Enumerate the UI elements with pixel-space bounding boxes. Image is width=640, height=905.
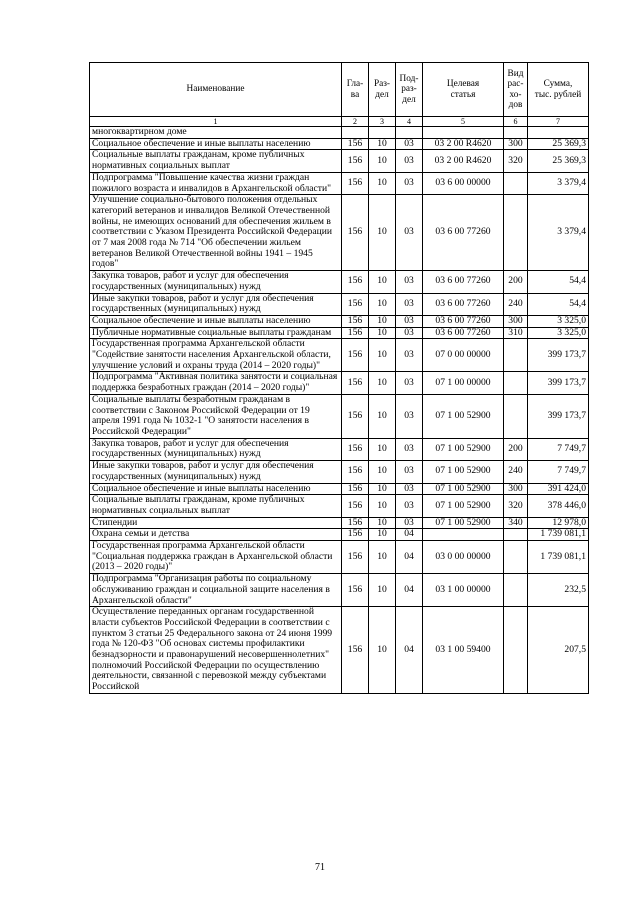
cell-section: 10 bbox=[369, 138, 396, 150]
cell-sum: 25 369,3 bbox=[528, 150, 589, 172]
cell-subsection: 04 bbox=[396, 607, 423, 694]
cell-section: 10 bbox=[369, 483, 396, 495]
column-number-row bbox=[90, 117, 589, 127]
cell-sum: 391 424,0 bbox=[528, 483, 589, 495]
cell-target: 03 6 00 77260 bbox=[423, 195, 504, 271]
cell-name: Социальное обеспечение и иные выплаты населению bbox=[90, 483, 342, 495]
cell-subsection: 03 bbox=[396, 438, 423, 460]
cell-sum: 3 325,0 bbox=[528, 315, 589, 327]
cell-type: 200 bbox=[504, 438, 528, 460]
cell-sum: 3 379,4 bbox=[528, 195, 589, 271]
cell-name: многоквартирном доме bbox=[90, 127, 342, 139]
cell-name: Подпрограмма "Активная политика занятости и социальная поддержка безработных граждан (2014 – 2020 годы)" bbox=[90, 372, 342, 394]
cell-section: 10 bbox=[369, 438, 396, 460]
cell-chapter: 156 bbox=[342, 517, 369, 529]
cell-section: 10 bbox=[369, 517, 396, 529]
cell-subsection: 03 bbox=[396, 138, 423, 150]
cell-target bbox=[423, 529, 504, 541]
cell-sum: 1 739 081,1 bbox=[528, 529, 589, 541]
cell-subsection bbox=[396, 127, 423, 139]
page-number: 71 bbox=[315, 862, 325, 873]
cell-subsection: 04 bbox=[396, 541, 423, 574]
cell-name: Социальное обеспечение и иные выплаты населению bbox=[90, 138, 342, 150]
cell-subsection: 03 bbox=[396, 461, 423, 483]
cell-subsection: 03 bbox=[396, 150, 423, 172]
cell-sum: 399 173,7 bbox=[528, 372, 589, 394]
cell-type bbox=[504, 339, 528, 372]
cell-target bbox=[423, 127, 504, 139]
cell-chapter: 156 bbox=[342, 574, 369, 607]
cell-sum: 232,5 bbox=[528, 574, 589, 607]
cell-sum bbox=[528, 127, 589, 139]
cell-name: Социальное обеспечение и иные выплаты населению bbox=[90, 315, 342, 327]
cell-chapter: 156 bbox=[342, 438, 369, 460]
table-row bbox=[90, 372, 589, 394]
cell-sum: 378 446,0 bbox=[528, 495, 589, 517]
cell-name: Подпрограмма "Повышение качества жизни граждан пожилого возраста и инвалидов в Архангельской области" bbox=[90, 172, 342, 194]
budget-table bbox=[89, 62, 589, 694]
cell-section: 10 bbox=[369, 461, 396, 483]
cell-sum: 7 749,7 bbox=[528, 438, 589, 460]
table-row bbox=[90, 461, 589, 483]
cell-type: 300 bbox=[504, 315, 528, 327]
cell-subsection: 03 bbox=[396, 394, 423, 438]
cell-type: 310 bbox=[504, 327, 528, 339]
column-number: 3 bbox=[369, 117, 396, 127]
cell-section: 10 bbox=[369, 293, 396, 315]
table-row bbox=[90, 293, 589, 315]
cell-subsection: 03 bbox=[396, 293, 423, 315]
cell-type bbox=[504, 195, 528, 271]
cell-chapter: 156 bbox=[342, 529, 369, 541]
column-number: 7 bbox=[528, 117, 589, 127]
table-row bbox=[90, 271, 589, 293]
cell-subsection: 03 bbox=[396, 372, 423, 394]
cell-chapter: 156 bbox=[342, 372, 369, 394]
cell-section: 10 bbox=[369, 150, 396, 172]
cell-subsection: 04 bbox=[396, 574, 423, 607]
cell-sum: 399 173,7 bbox=[528, 394, 589, 438]
cell-name: Иные закупки товаров, работ и услуг для обеспечения государственных (муниципальных) нужд bbox=[90, 293, 342, 315]
cell-name: Закупка товаров, работ и услуг для обеспечения государственных (муниципальных) нужд bbox=[90, 271, 342, 293]
cell-subsection: 04 bbox=[396, 529, 423, 541]
cell-chapter: 156 bbox=[342, 327, 369, 339]
cell-sum: 207,5 bbox=[528, 607, 589, 694]
cell-sum: 3 325,0 bbox=[528, 327, 589, 339]
cell-section: 10 bbox=[369, 372, 396, 394]
cell-subsection: 03 bbox=[396, 483, 423, 495]
table-row bbox=[90, 517, 589, 529]
cell-target: 03 1 00 59400 bbox=[423, 607, 504, 694]
cell-target: 03 2 00 R4620 bbox=[423, 138, 504, 150]
table-body bbox=[90, 127, 589, 694]
cell-name: Иные закупки товаров, работ и услуг для обеспечения государственных (муниципальных) нужд bbox=[90, 461, 342, 483]
column-number: 2 bbox=[342, 117, 369, 127]
table-row bbox=[90, 327, 589, 339]
cell-subsection: 03 bbox=[396, 172, 423, 194]
cell-chapter: 156 bbox=[342, 495, 369, 517]
table-row bbox=[90, 138, 589, 150]
cell-chapter: 156 bbox=[342, 607, 369, 694]
cell-name: Улучшение социально-бытового положения отдельных категорий ветеранов и инвалидов Великой Отечественной войны, не имеющих оснований для обеспечения жильем в соответствии с Указом Президента Российской Федерации от 7 мая 2008 года № 714 "Об обеспечении жильем ветеранов Великой Отечественной войны 1941 – 1945 годов" bbox=[90, 195, 342, 271]
cell-name: Государственная программа Архангельской области "Социальная поддержка граждан в Архангельской области (2013 – 2020 годы)" bbox=[90, 541, 342, 574]
cell-type: 320 bbox=[504, 495, 528, 517]
cell-section: 10 bbox=[369, 271, 396, 293]
table-row bbox=[90, 315, 589, 327]
cell-type bbox=[504, 127, 528, 139]
cell-type bbox=[504, 607, 528, 694]
column-header: Наименование bbox=[90, 63, 342, 117]
cell-chapter: 156 bbox=[342, 541, 369, 574]
cell-target: 07 1 00 52900 bbox=[423, 517, 504, 529]
cell-subsection: 03 bbox=[396, 327, 423, 339]
cell-target: 07 1 00 52900 bbox=[423, 394, 504, 438]
cell-section: 10 bbox=[369, 327, 396, 339]
cell-subsection: 03 bbox=[396, 271, 423, 293]
cell-target: 03 6 00 77260 bbox=[423, 271, 504, 293]
table-row bbox=[90, 127, 589, 139]
cell-sum: 12 978,0 bbox=[528, 517, 589, 529]
cell-name: Государственная программа Архангельской области "Содействие занятости населения Архангельской области, улучшение условий и охраны труда (2014 – 2020 годы)" bbox=[90, 339, 342, 372]
cell-subsection: 03 bbox=[396, 517, 423, 529]
cell-section: 10 bbox=[369, 339, 396, 372]
cell-target: 07 1 00 52900 bbox=[423, 461, 504, 483]
table-row bbox=[90, 195, 589, 271]
cell-subsection: 03 bbox=[396, 315, 423, 327]
table-row bbox=[90, 529, 589, 541]
cell-chapter: 156 bbox=[342, 138, 369, 150]
table-row bbox=[90, 150, 589, 172]
column-header: Вид рас- хо- дов bbox=[504, 63, 528, 117]
cell-target: 03 1 00 00000 bbox=[423, 574, 504, 607]
table-row bbox=[90, 495, 589, 517]
cell-type: 300 bbox=[504, 483, 528, 495]
cell-subsection: 03 bbox=[396, 195, 423, 271]
cell-sum: 399 173,7 bbox=[528, 339, 589, 372]
table-row bbox=[90, 394, 589, 438]
table-row bbox=[90, 574, 589, 607]
cell-target: 03 2 00 R4620 bbox=[423, 150, 504, 172]
cell-chapter: 156 bbox=[342, 394, 369, 438]
cell-target: 07 1 00 52900 bbox=[423, 438, 504, 460]
column-header: Под- раз- дел bbox=[396, 63, 423, 117]
cell-section: 10 bbox=[369, 529, 396, 541]
cell-type bbox=[504, 574, 528, 607]
cell-section: 10 bbox=[369, 607, 396, 694]
cell-sum: 7 749,7 bbox=[528, 461, 589, 483]
cell-target: 03 6 00 77260 bbox=[423, 315, 504, 327]
cell-target: 07 1 00 00000 bbox=[423, 372, 504, 394]
column-header: Раз- дел bbox=[369, 63, 396, 117]
cell-type: 300 bbox=[504, 138, 528, 150]
cell-type: 200 bbox=[504, 271, 528, 293]
cell-chapter: 156 bbox=[342, 315, 369, 327]
cell-name: Охрана семьи и детства bbox=[90, 529, 342, 541]
cell-name: Осуществление переданных органам государственной власти субъектов Российской Федерации в соответствии с пунктом 3 статьи 25 Федерального закона от 24 июня 1999 года № 120-ФЗ "Об основах системы профилактики безнадзорности и правонарушений несовершеннолетних" полномочий Российской Федерации по осуществлению деятельности, связанной с перевозкой между субъектами Российской bbox=[90, 607, 342, 694]
column-number: 6 bbox=[504, 117, 528, 127]
cell-name: Социальные выплаты гражданам, кроме публичных нормативных социальных выплат bbox=[90, 495, 342, 517]
cell-sum: 1 739 081,1 bbox=[528, 541, 589, 574]
table-row bbox=[90, 339, 589, 372]
cell-type: 320 bbox=[504, 150, 528, 172]
cell-target: 03 6 00 77260 bbox=[423, 327, 504, 339]
cell-target: 03 6 00 77260 bbox=[423, 293, 504, 315]
header-row bbox=[90, 63, 589, 117]
cell-section: 10 bbox=[369, 195, 396, 271]
table-row bbox=[90, 607, 589, 694]
table-row bbox=[90, 483, 589, 495]
cell-chapter: 156 bbox=[342, 483, 369, 495]
cell-chapter: 156 bbox=[342, 293, 369, 315]
column-number: 4 bbox=[396, 117, 423, 127]
cell-section bbox=[369, 127, 396, 139]
cell-type bbox=[504, 372, 528, 394]
cell-subsection: 03 bbox=[396, 495, 423, 517]
cell-section: 10 bbox=[369, 315, 396, 327]
cell-chapter: 156 bbox=[342, 461, 369, 483]
column-header: Гла- ва bbox=[342, 63, 369, 117]
cell-type bbox=[504, 541, 528, 574]
cell-type: 240 bbox=[504, 293, 528, 315]
cell-target: 07 1 00 52900 bbox=[423, 495, 504, 517]
table-row bbox=[90, 541, 589, 574]
cell-target: 07 1 00 52900 bbox=[423, 483, 504, 495]
cell-type bbox=[504, 394, 528, 438]
cell-target: 03 0 00 00000 bbox=[423, 541, 504, 574]
cell-section: 10 bbox=[369, 394, 396, 438]
cell-type: 340 bbox=[504, 517, 528, 529]
cell-type bbox=[504, 529, 528, 541]
cell-target: 07 0 00 00000 bbox=[423, 339, 504, 372]
cell-sum: 54,4 bbox=[528, 271, 589, 293]
cell-target: 03 6 00 00000 bbox=[423, 172, 504, 194]
column-number: 1 bbox=[90, 117, 342, 127]
cell-section: 10 bbox=[369, 574, 396, 607]
cell-name: Социальные выплаты гражданам, кроме публичных нормативных социальных выплат bbox=[90, 150, 342, 172]
column-header: Сумма, тыс. рублей bbox=[528, 63, 589, 117]
cell-sum: 3 379,4 bbox=[528, 172, 589, 194]
cell-chapter: 156 bbox=[342, 150, 369, 172]
cell-sum: 54,4 bbox=[528, 293, 589, 315]
cell-section: 10 bbox=[369, 541, 396, 574]
cell-chapter: 156 bbox=[342, 172, 369, 194]
table-row bbox=[90, 438, 589, 460]
cell-name: Закупка товаров, работ и услуг для обеспечения государственных (муниципальных) нужд bbox=[90, 438, 342, 460]
column-header: Целевая статья bbox=[423, 63, 504, 117]
cell-sum: 25 369,3 bbox=[528, 138, 589, 150]
cell-chapter: 156 bbox=[342, 195, 369, 271]
column-number: 5 bbox=[423, 117, 504, 127]
cell-chapter bbox=[342, 127, 369, 139]
cell-type: 240 bbox=[504, 461, 528, 483]
table-row bbox=[90, 172, 589, 194]
cell-type bbox=[504, 172, 528, 194]
cell-name: Социальные выплаты безработным гражданам в соответствии с Законом Российской Федерации от 19 апреля 1991 года № 1032-1 "О занятости населения в Российской Федерации" bbox=[90, 394, 342, 438]
cell-section: 10 bbox=[369, 172, 396, 194]
cell-name: Подпрограмма "Организация работы по социальному обслуживанию граждан и социальной защите населения в Архангельской области" bbox=[90, 574, 342, 607]
cell-chapter: 156 bbox=[342, 339, 369, 372]
cell-name: Публичные нормативные социальные выплаты гражданам bbox=[90, 327, 342, 339]
cell-section: 10 bbox=[369, 495, 396, 517]
cell-subsection: 03 bbox=[396, 339, 423, 372]
cell-chapter: 156 bbox=[342, 271, 369, 293]
cell-name: Стипендии bbox=[90, 517, 342, 529]
